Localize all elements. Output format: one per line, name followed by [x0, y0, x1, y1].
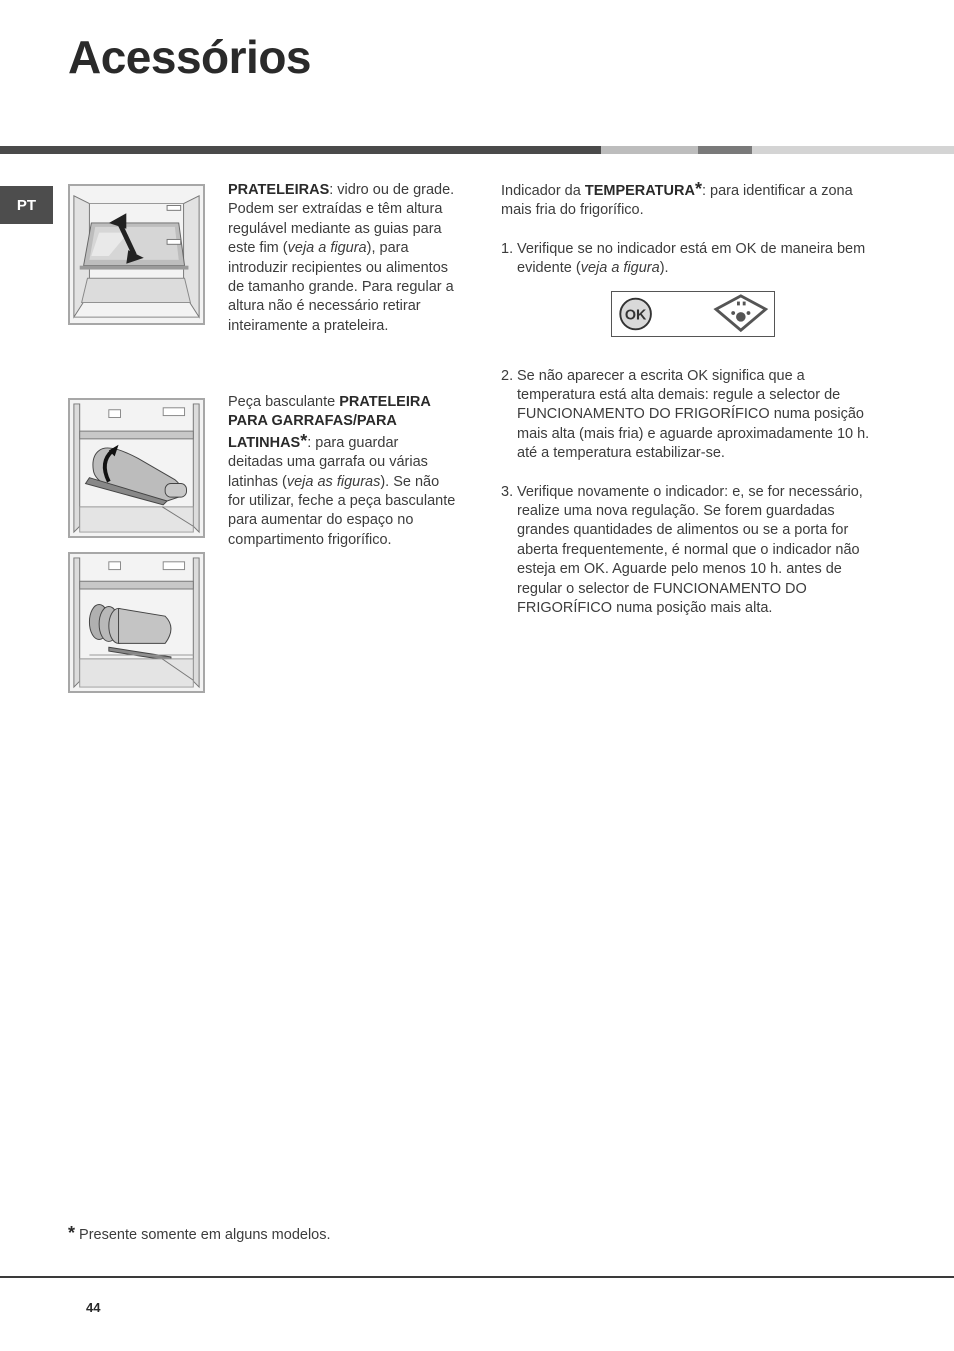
footer-rule — [0, 1276, 954, 1278]
bottle-rack-intro: Peça basculante — [228, 394, 340, 410]
bottle-illustration — [70, 400, 203, 536]
bottle-rack-figure — [68, 398, 205, 538]
shelves-text-2: Podem ser extraídas e têm altura regulável mediante as guias para este fim ( — [228, 201, 443, 257]
page-number: 44 — [86, 1300, 101, 1315]
step-text: Verifique novamente o indicador: e, se for necessário, realize uma nova regulação. Se forem guardadas grandes quantidades de alimentos ou se a porta for aberta frequentemente, é normal que o indicador não esteja em OK. Aguarde pelo menos 10 h. antes de regular o selector de FUNCIONAMENTO DO FRIGORÍFICO numa posição mais alta. — [517, 483, 863, 617]
step-item — [501, 240, 881, 279]
footnote-text: Presente somente em alguns modelos. — [75, 1227, 331, 1243]
bottle-rack-italic: veja as figuras — [286, 473, 381, 490]
language-tab: PT — [0, 186, 53, 224]
temperature-text: : para identificar a zona mais fria do frigorífico. — [501, 183, 853, 219]
shelves-text-1: : vidro ou de grade. — [329, 182, 455, 198]
temperature-section — [501, 180, 881, 638]
bottle-rack-star: * — [300, 430, 308, 451]
step-number: 2. — [501, 367, 514, 384]
bottle-rack-text-2: ). Se não for utilizar, feche a peça basculante para aumentar do espaço no compartimento frigorífico. — [228, 473, 456, 548]
temperature-indicator-illustration — [612, 292, 774, 336]
cans-illustration — [70, 554, 203, 691]
footnote-star: * — [68, 1223, 76, 1243]
step-item — [501, 367, 881, 464]
indicator-ok-label: OK — [624, 306, 647, 323]
temperature-intro — [501, 180, 881, 221]
bottle-rack-text-1: : para guardar deitadas uma garrafa ou várias latinhas ( — [228, 434, 428, 490]
temperature-star: * — [694, 179, 702, 199]
page-title: Acessórios — [68, 31, 312, 83]
shelves-paragraph-top — [228, 181, 458, 336]
header-rule-mid — [698, 146, 752, 154]
shelves-text-3: ), para introduzir recipientes ou alimentos de tamanho grande. Para regular a altura não é necessário retirar inteiramente a prateleira. — [228, 240, 454, 334]
step-text: Verifique se no indicador está em OK de maneira bem evidente ( — [517, 240, 866, 277]
step-text: Se não aparecer a escrita OK significa que a temperatura está alta demais: regule a selector de FUNCIONAMENTO DO FRIGORÍFICO numa posição mais alta (mais fria) e aguarde aproximadamente 10 h. até a temperatura estabilizar-se. — [517, 367, 870, 462]
step-item — [501, 483, 881, 619]
header-rule-dark — [0, 146, 601, 154]
header-rule-light — [601, 146, 698, 154]
step-text-post: ). — [659, 260, 669, 277]
bottle-rack-heading: PRATELEIRA PARA GARRAFAS/PARA LATINHAS — [228, 394, 431, 451]
header-rule-pale — [752, 146, 954, 154]
bottle-rack-paragraph — [228, 393, 456, 550]
footnote — [68, 1223, 331, 1244]
step-number: 3. — [501, 483, 514, 500]
step-italic: veja a figura — [580, 260, 660, 277]
shelf-figure — [68, 184, 205, 325]
temperature-steps-continued — [501, 367, 881, 619]
temperature-steps — [501, 240, 881, 279]
shelves-heading: PRATELEIRAS — [228, 182, 330, 198]
step-number: 1. — [501, 240, 514, 257]
cans-rack-figure — [68, 552, 205, 693]
temperature-intro-label: Indicador da — [501, 183, 585, 199]
temperature-heading: TEMPERATURA — [584, 183, 695, 199]
shelves-italic: veja a figura — [287, 240, 367, 257]
temperature-indicator-figure — [611, 291, 775, 337]
shelf-illustration — [70, 186, 203, 323]
